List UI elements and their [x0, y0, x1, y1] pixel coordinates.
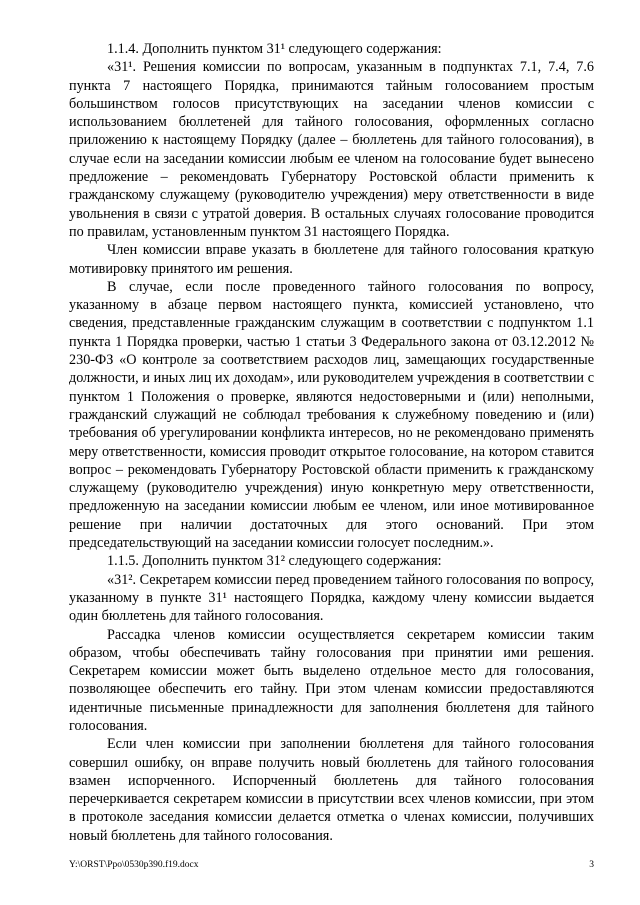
- paragraph-item-1-1-4: 1.1.4. Дополнить пунктом 31¹ следующего содержания:: [107, 41, 442, 57]
- file-path: Y:\ORST\Ppo\0530p390.f19.docx: [69, 860, 199, 870]
- paragraph-clause-31-2: «31². Секретарем комиссии перед проведением тайного голосования по вопросу, указанному в пункте 31¹ настоящего Порядка, каждому члену комиссии выдается один бюллетень для тайного голосования.: [69, 571, 595, 625]
- page-number: 3: [589, 860, 594, 870]
- document-body: [69, 40, 594, 845]
- paragraph-spoiled-ballot: Если член комиссии при заполнении бюллетеня для тайного голосования совершил ошибку, он вправе получить новый бюллетень для тайного голосования взамен испорченного. Испорченный бюллетень для тайного голосования перечеркивается секретарем комиссии в присутствии всех членов комиссии, при этом в протоколе заседания комиссии делается отметка о членах комиссии, получивших новый бюллетень для тайного голосования.: [69, 736, 594, 844]
- paragraph-seating: Рассадка членов комиссии осуществляется секретарем комиссии таким образом, чтобы обеспечивать тайну голосования при принятии ими решения. Секретарем комиссии может быть выделено отдельное место для голосования, позволяющее обеспечить его тайну. При этом членам комиссии предоставляются идентичные письменные принадлежности для заполнения бюллетеня для тайного голосования.: [69, 626, 594, 734]
- paragraph-clause-31-1: «31¹. Решения комиссии по вопросам, указанным в подпунктах 7.1, 7.4, 7.6 пункта 7 настоящего Порядка, принимаются тайным голосованием простым большинством голосов присутствующих на заседании членов комиссии с использованием бюллетеней для тайного голосования, оформленных согласно приложению к настоящему Порядку (далее – бюллетень для тайного голосования), в случае если на заседании комиссии любым ее членом на голосование будет вынесено предложение – рекомендовать Губернатору Ростовской области применить к гражданскому служащему (руководителю учреждения) меру ответственности в виде увольнения в связи с утратой доверия. В остальных случаях голосование проводится по правилам, установленным пунктом 31 настоящего Порядка.: [69, 59, 594, 240]
- paragraph-item-1-1-5: 1.1.5. Дополнить пунктом 31² следующего содержания:: [107, 553, 442, 570]
- paragraph-open-vote: В случае, если после проведенного тайного голосования по вопросу, указанному в абзаце первом настоящего пункта, комиссией установлено, что сведения, представленные гражданским служащим в соответствии с подпунктом 1.1 пункта 1 Порядка проверки, частью 1 статьи 3 Федерального закона от 03.12.2012 № 230-ФЗ «О контроле за соответствием расходов лиц, замещающих государственные должности, и иных лиц их доходам», или руководителем учреждения в соответствии с пунктом 1 Положения о проверке, являются недостоверными и (или) неполными, гражданский служащий не соблюдал требования к служебному поведению и (или) требования об урегулировании конфликта интересов, но не рекомендовано применять меру ответственности, комиссия проводит открытое голосование, на котором ставится вопрос – рекомендовать Губернатору Ростовской области применить к гражданскому служащему (руководителю учреждения) иную конкретную меру ответственности, предложенную на заседании комиссии любым ее членом, или иное мотивированное решение при наличии достаточных для этого оснований. При этом председательствующий на заседании комиссии голосует последним.».: [69, 278, 594, 552]
- paragraph-motivation: Член комиссии вправе указать в бюллетене для тайного голосования краткую мотивировку принятого им решения.: [69, 242, 594, 277]
